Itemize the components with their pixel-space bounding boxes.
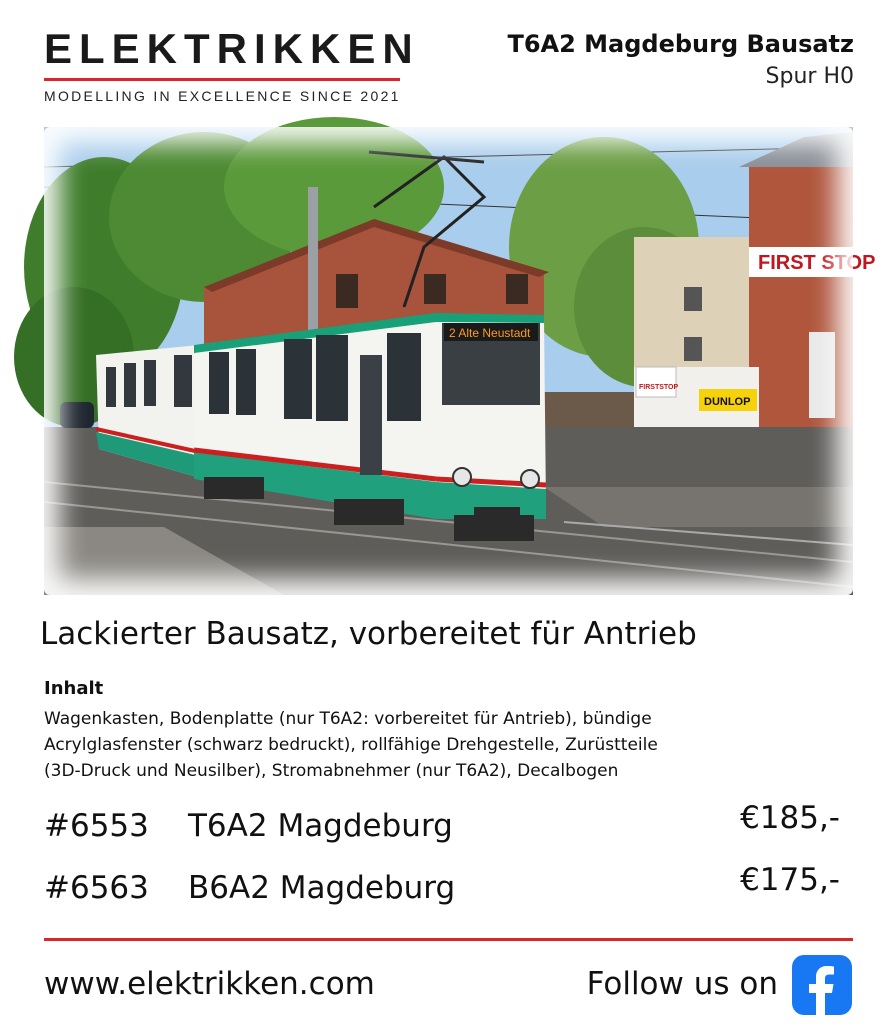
product-title: T6A2 Magdeburg Bausatz [507,30,854,58]
tram-destination-display: 2 Alte Neustadt [449,326,531,340]
price-row [44,800,854,850]
follow-us-text: Follow us on [586,966,778,1002]
item-price: €175,- [740,862,840,898]
item-price: €185,- [740,800,840,836]
product-header [507,30,854,89]
footer-divider [44,938,853,941]
contents-line: Wagenkasten, Bodenplatte (nur T6A2: vorbereitet für Antrieb), bündige [44,709,652,729]
brand-divider [44,78,400,81]
item-sku: #6563 [44,870,149,906]
facebook-icon[interactable] [792,955,852,1015]
brand-logo: ELEKTRIKKEN [44,25,420,72]
firststop-small-sign-text: FIRSTSTOP [639,384,679,391]
brand-header [44,25,420,104]
item-name: T6A2 Magdeburg [188,808,453,844]
dunlop-sign-text: DUNLOP [704,396,751,408]
brand-tagline: MODELLING IN EXCELLENCE SINCE 2021 [44,88,401,104]
item-name: B6A2 Magdeburg [188,870,456,906]
contents-line: (3D-Druck und Neusilber), Stromabnehmer (nur T6A2), Decalbogen [44,761,619,781]
firststop-sign-text: FIRST STOP [758,252,876,274]
product-subtitle: Lackierter Bausatz, vorbereitet für Antrieb [40,616,697,652]
contents-line: Acrylglasfenster (schwarz bedruckt), rollfähige Drehgestelle, Zurüstteile [44,735,658,755]
contents-heading: Inhalt [44,678,104,699]
price-row [44,862,854,912]
contents-text [44,706,804,784]
website-link[interactable]: www.elektrikken.com [44,966,375,1002]
item-sku: #6553 [44,808,149,844]
product-scale: Spur H0 [765,64,854,89]
tram-photo [44,127,876,595]
